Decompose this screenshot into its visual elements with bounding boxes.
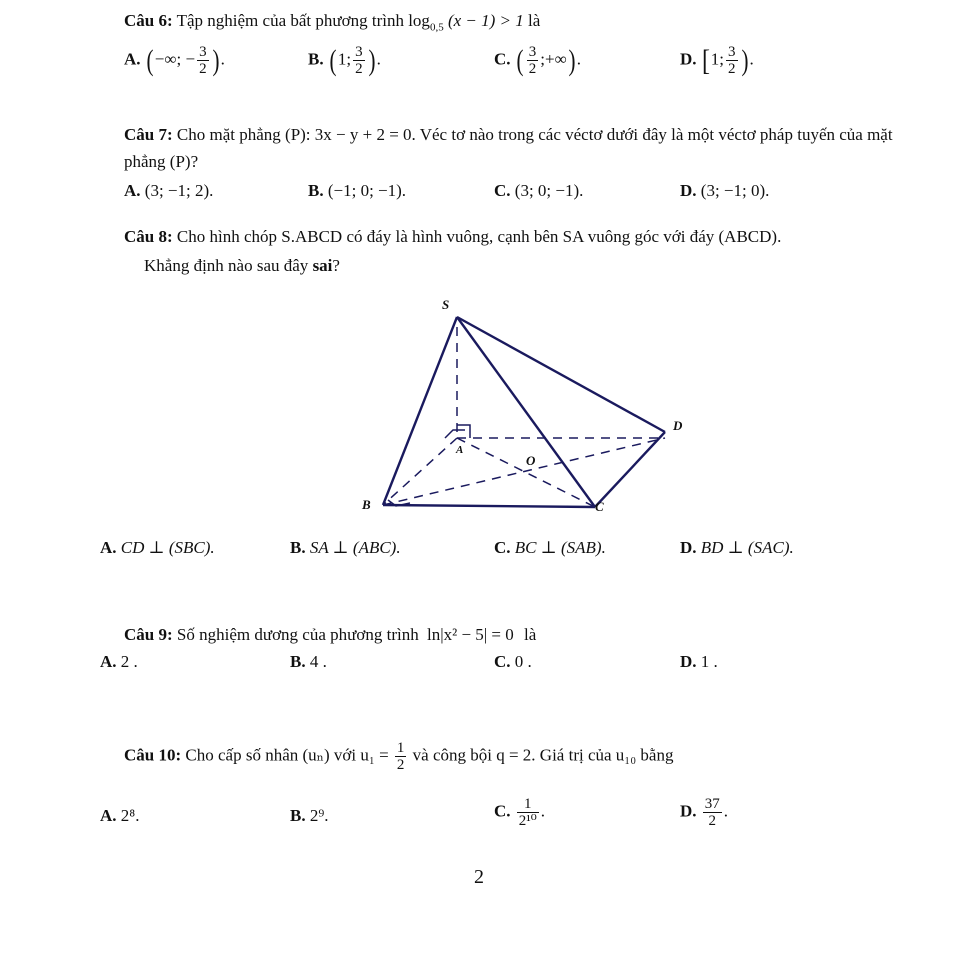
edge-SC bbox=[457, 317, 595, 507]
q8-option-d[interactable] bbox=[680, 538, 794, 558]
punct: . bbox=[723, 801, 729, 821]
q9-option-c[interactable] bbox=[494, 652, 532, 672]
option-value: 2⁸. bbox=[120, 806, 140, 825]
q8-text: Cho hình chóp S.ABCD có đáy là hình vuông, cạnh bên SA vuông góc với đáy (ABCD). bbox=[176, 227, 782, 246]
option-value: 2⁹. bbox=[309, 806, 329, 825]
punct: . bbox=[540, 801, 546, 821]
paren: ) bbox=[212, 43, 220, 77]
q6-text: Tập nghiệm của bất phương trình bbox=[176, 11, 404, 30]
option-value: 4 . bbox=[309, 652, 327, 671]
q6-text-end: là bbox=[528, 11, 541, 30]
option-label: B. bbox=[290, 806, 306, 825]
q8-label: Câu 8: bbox=[124, 227, 173, 246]
option-label: C. bbox=[494, 181, 511, 200]
option-value: 2 . bbox=[120, 652, 138, 671]
label-B: B bbox=[362, 497, 371, 512]
label-D: D bbox=[673, 418, 683, 433]
q6-label: Câu 6: bbox=[124, 11, 173, 30]
q8-stem bbox=[124, 226, 781, 248]
q7-stem-line2: phẳng (P)? bbox=[124, 152, 199, 171]
option-label: C. bbox=[494, 652, 511, 671]
fraction: $\frac{1}{\text{2¹⁰}}$ bbox=[518, 796, 537, 829]
option-label: A. bbox=[100, 538, 117, 557]
q9-stem bbox=[124, 624, 536, 646]
option-label: A. bbox=[100, 652, 117, 671]
option-value: (3; −1; 0). bbox=[700, 181, 770, 200]
q9-option-a[interactable] bbox=[100, 652, 138, 672]
option-label: D. bbox=[680, 652, 697, 671]
option-value: (3; −1; 2). bbox=[144, 181, 214, 200]
option-label: B. bbox=[290, 652, 306, 671]
edge-AB bbox=[383, 438, 457, 505]
label-O: O bbox=[526, 453, 536, 468]
q9-equation: ln|x² − 5| = 0 bbox=[426, 625, 514, 644]
q10-text-end: và công bội q = 2. Giá trị của u₁₀ bằng bbox=[412, 745, 674, 765]
fraction: $\frac{3}{2}$ bbox=[528, 44, 537, 77]
punct: . bbox=[376, 49, 381, 69]
option-value: 1 . bbox=[700, 652, 718, 671]
paren: ) bbox=[741, 43, 749, 77]
option-label: B. bbox=[308, 49, 324, 69]
q10-text: Cho cấp số nhân (uₙ) với u₁ = bbox=[185, 745, 389, 765]
q8-option-b[interactable] bbox=[290, 538, 401, 558]
edge-CD bbox=[595, 432, 665, 507]
option-label: D. bbox=[680, 181, 697, 200]
option-value: 1; bbox=[710, 49, 725, 69]
q6-option-d[interactable] bbox=[680, 44, 754, 77]
q9-option-b[interactable] bbox=[290, 652, 327, 672]
paren: ( bbox=[146, 43, 154, 77]
punct: . bbox=[576, 49, 581, 69]
q9-option-d[interactable] bbox=[680, 652, 718, 672]
option-label: B. bbox=[290, 538, 306, 557]
q7-stem bbox=[124, 124, 893, 146]
option-label: C. bbox=[494, 801, 511, 821]
option-label: A. bbox=[124, 181, 141, 200]
q10-label: Câu 10: bbox=[124, 745, 182, 765]
fraction: $\frac{37}{2}$ bbox=[704, 796, 720, 829]
label-S: S bbox=[442, 297, 450, 312]
q8-question-mark: ? bbox=[332, 256, 340, 275]
q7-label: Câu 7: bbox=[124, 125, 173, 144]
q7-option-a[interactable] bbox=[124, 181, 213, 201]
option-label: D. bbox=[680, 538, 697, 557]
q6-option-b[interactable] bbox=[308, 44, 381, 77]
edge-BD bbox=[383, 438, 665, 505]
right-angle-mark bbox=[445, 430, 465, 438]
punct: . bbox=[220, 49, 225, 69]
q6-option-c[interactable] bbox=[494, 44, 581, 77]
option-label: B. bbox=[308, 181, 324, 200]
edge-SD bbox=[457, 317, 665, 432]
q8-option-a[interactable] bbox=[100, 538, 215, 558]
option-value: SA ⊥ (ABC). bbox=[309, 538, 401, 557]
q6-option-a[interactable] bbox=[124, 44, 225, 77]
option-value: BD ⊥ (SAC). bbox=[700, 538, 794, 557]
q8-option-c[interactable] bbox=[494, 538, 606, 558]
q9-text-end: là bbox=[524, 625, 537, 644]
label-A: A bbox=[456, 444, 464, 456]
q10-stem bbox=[124, 740, 673, 773]
option-value: (−1; 0; −1). bbox=[327, 181, 407, 200]
q6-log-arg: (x − 1) > 1 bbox=[447, 11, 524, 30]
q7-option-d[interactable] bbox=[680, 181, 769, 201]
option-label: A. bbox=[100, 806, 117, 825]
q10-option-d[interactable] bbox=[680, 796, 728, 829]
fraction: $\frac{3}{2}$ bbox=[728, 44, 736, 77]
q10-option-c[interactable] bbox=[494, 796, 545, 829]
paren: ( bbox=[516, 43, 524, 77]
paren: ) bbox=[568, 43, 576, 77]
option-label: D. bbox=[680, 801, 697, 821]
option-label: D. bbox=[680, 49, 697, 69]
q7-option-b[interactable] bbox=[308, 181, 406, 201]
edge-BC bbox=[383, 505, 595, 507]
option-label: C. bbox=[494, 49, 511, 69]
q6-log-base: 0,5 bbox=[429, 21, 444, 34]
option-value: 1; bbox=[337, 49, 352, 69]
q7-option-c[interactable] bbox=[494, 181, 583, 201]
q8-stem-line2 bbox=[144, 255, 340, 277]
q10-option-a[interactable] bbox=[100, 806, 139, 826]
q9-label: Câu 9: bbox=[124, 625, 173, 644]
pyramid-figure bbox=[340, 295, 683, 520]
q8-keyword-false: sai bbox=[312, 256, 333, 275]
option-value: BC ⊥ (SAB). bbox=[514, 538, 606, 557]
label-C: C bbox=[595, 499, 604, 514]
option-value: ;+∞ bbox=[540, 49, 567, 69]
option-label: C. bbox=[494, 538, 511, 557]
option-value: CD ⊥ (SBC). bbox=[120, 538, 215, 557]
paren: ) bbox=[368, 43, 376, 77]
option-label: A. bbox=[124, 49, 141, 69]
option-value: (3; 0; −1). bbox=[514, 181, 584, 200]
q10-option-b[interactable] bbox=[290, 806, 329, 826]
page-number: 2 bbox=[474, 866, 484, 888]
edge-AC bbox=[457, 438, 595, 507]
right-angle-mark bbox=[457, 425, 470, 438]
q9-text: Số nghiệm dương của phương trình bbox=[176, 625, 419, 644]
fraction: $\frac{3}{2}$ bbox=[199, 44, 207, 77]
fraction: $\frac{3}{2}$ bbox=[355, 44, 363, 77]
option-value: −∞; − bbox=[154, 49, 196, 69]
paren: ( bbox=[329, 43, 337, 77]
q6-log: log bbox=[408, 11, 430, 30]
fraction: $\frac{1}{2}$ bbox=[396, 740, 405, 773]
q8-question: Khẳng định nào sau đây bbox=[144, 256, 309, 275]
bracket: [ bbox=[701, 43, 710, 77]
q7-text: Cho mặt phẳng (P): 3x − y + 2 = 0. Véc tơ nào trong các véctơ dưới đây là một véctơ pháp tuyến của mặt bbox=[176, 125, 893, 144]
q6-stem bbox=[124, 10, 540, 38]
option-value: 0 . bbox=[514, 652, 532, 671]
edge-SB bbox=[383, 317, 457, 505]
punct: . bbox=[749, 49, 754, 69]
